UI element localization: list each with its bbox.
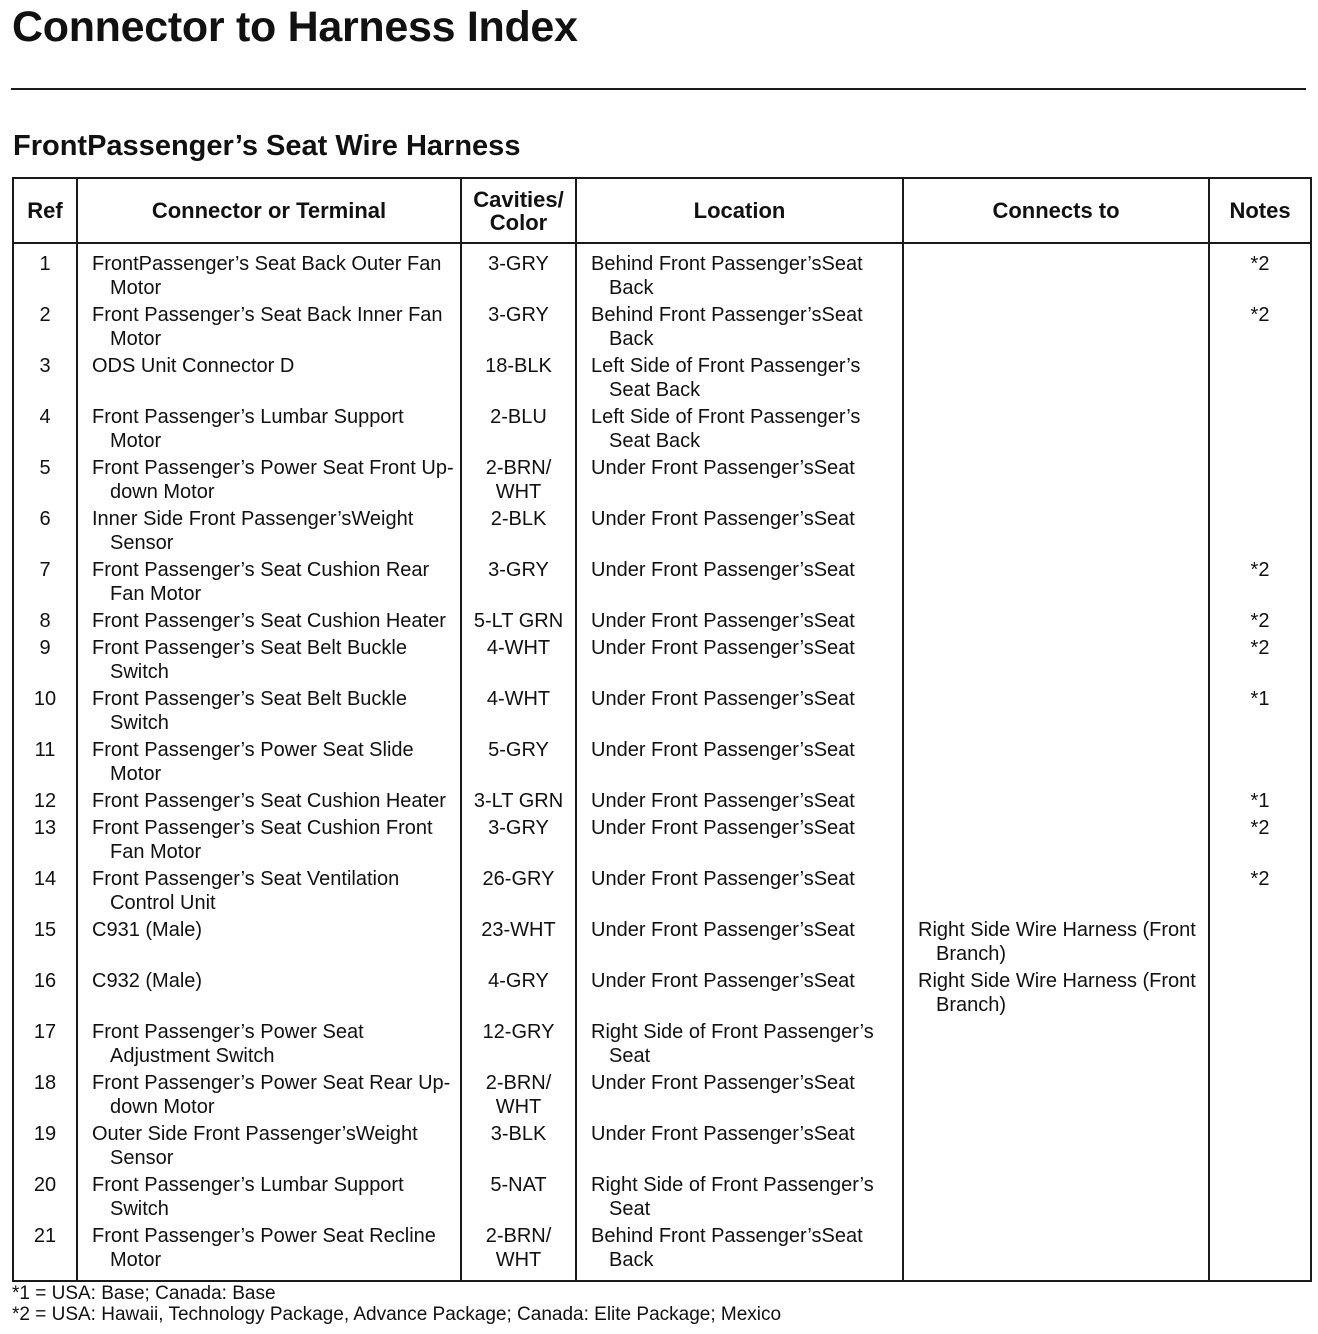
row-location: Under Front Passenger’sSeat	[576, 1070, 903, 1121]
row-cavities: 3-GRY	[461, 557, 576, 608]
row-notes: *1	[1209, 686, 1311, 737]
row-cavities: 4-WHT	[461, 635, 576, 686]
row-connector: Outer Side Front Passenger’sWeight Sensor	[77, 1121, 461, 1172]
title-divider	[11, 88, 1306, 90]
table-row	[13, 866, 1311, 917]
header-connects-to: Connects to	[903, 178, 1209, 243]
row-location: Under Front Passenger’sSeat	[576, 737, 903, 788]
row-notes: *2	[1209, 815, 1311, 866]
row-notes	[1209, 1070, 1311, 1121]
row-ref: 16	[13, 968, 77, 1019]
row-connector: Front Passenger’s Power Seat Adjustment Switch	[77, 1019, 461, 1070]
table-header-row	[13, 178, 1311, 243]
table-row	[13, 635, 1311, 686]
table-row	[13, 557, 1311, 608]
row-ref: 4	[13, 404, 77, 455]
connector-index-table	[12, 177, 1312, 1282]
row-location: Under Front Passenger’sSeat	[576, 1121, 903, 1172]
table-row	[13, 1019, 1311, 1070]
row-ref: 19	[13, 1121, 77, 1172]
row-notes: *2	[1209, 635, 1311, 686]
table-row	[13, 815, 1311, 866]
row-connector: Front Passenger’s Power Seat Recline Motor	[77, 1223, 461, 1281]
row-connects-to	[903, 635, 1209, 686]
row-notes: *2	[1209, 243, 1311, 302]
header-notes: Notes	[1209, 178, 1311, 243]
row-location: Under Front Passenger’sSeat	[576, 866, 903, 917]
footnotes	[12, 1283, 781, 1325]
row-cavities: 18-BLK	[461, 353, 576, 404]
table-row	[13, 353, 1311, 404]
row-location: Under Front Passenger’sSeat	[576, 608, 903, 635]
row-ref: 15	[13, 917, 77, 968]
row-notes	[1209, 968, 1311, 1019]
row-ref: 12	[13, 788, 77, 815]
row-connects-to	[903, 788, 1209, 815]
row-cavities: 2-BRN/ WHT	[461, 1070, 576, 1121]
row-notes	[1209, 353, 1311, 404]
row-connector: Front Passenger’s Lumbar Support Motor	[77, 404, 461, 455]
row-location: Behind Front Passenger’sSeat Back	[576, 1223, 903, 1281]
table-row	[13, 968, 1311, 1019]
row-connects-to	[903, 686, 1209, 737]
table-row	[13, 788, 1311, 815]
row-connects-to	[903, 353, 1209, 404]
row-cavities: 5-GRY	[461, 737, 576, 788]
table-row	[13, 404, 1311, 455]
row-connector: Front Passenger’s Power Seat Rear Up-down Motor	[77, 1070, 461, 1121]
table-row	[13, 1121, 1311, 1172]
table-row	[13, 506, 1311, 557]
row-notes: *2	[1209, 866, 1311, 917]
row-connects-to: Right Side Wire Harness (Front Branch)	[903, 917, 1209, 968]
row-connects-to	[903, 1019, 1209, 1070]
row-ref: 1	[13, 243, 77, 302]
row-notes	[1209, 1121, 1311, 1172]
row-connects-to	[903, 455, 1209, 506]
row-connector: FrontPassenger’s Seat Back Outer Fan Motor	[77, 243, 461, 302]
row-ref: 18	[13, 1070, 77, 1121]
row-cavities: 5-NAT	[461, 1172, 576, 1223]
row-connector: ODS Unit Connector D	[77, 353, 461, 404]
row-location: Under Front Passenger’sSeat	[576, 506, 903, 557]
row-cavities: 2-BLK	[461, 506, 576, 557]
row-cavities: 3-GRY	[461, 243, 576, 302]
row-connector: Front Passenger’s Seat Ventilation Control Unit	[77, 866, 461, 917]
row-cavities: 2-BRN/ WHT	[461, 455, 576, 506]
row-location: Left Side of Front Passenger’s Seat Back	[576, 353, 903, 404]
table-row	[13, 243, 1311, 302]
row-location: Under Front Passenger’sSeat	[576, 557, 903, 608]
row-location: Under Front Passenger’sSeat	[576, 968, 903, 1019]
row-connector: C932 (Male)	[77, 968, 461, 1019]
row-connects-to	[903, 866, 1209, 917]
row-cavities: 4-GRY	[461, 968, 576, 1019]
row-connects-to	[903, 1070, 1209, 1121]
table-row	[13, 302, 1311, 353]
table-row	[13, 686, 1311, 737]
row-cavities: 26-GRY	[461, 866, 576, 917]
row-notes: *2	[1209, 302, 1311, 353]
row-location: Right Side of Front Passenger’s Seat	[576, 1019, 903, 1070]
row-connects-to	[903, 557, 1209, 608]
table-row	[13, 1223, 1311, 1281]
page-title: Connector to Harness Index	[12, 3, 578, 51]
row-cavities: 2-BRN/ WHT	[461, 1223, 576, 1281]
row-connector: C931 (Male)	[77, 917, 461, 968]
row-connector: Front Passenger’s Seat Cushion Rear Fan Motor	[77, 557, 461, 608]
row-ref: 20	[13, 1172, 77, 1223]
header-location: Location	[576, 178, 903, 243]
row-connects-to: Right Side Wire Harness (Front Branch)	[903, 968, 1209, 1019]
row-connects-to	[903, 404, 1209, 455]
row-location: Under Front Passenger’sSeat	[576, 635, 903, 686]
row-connector: Front Passenger’s Seat Cushion Heater	[77, 608, 461, 635]
row-cavities: 3-BLK	[461, 1121, 576, 1172]
row-ref: 14	[13, 866, 77, 917]
row-notes	[1209, 404, 1311, 455]
row-cavities: 3-GRY	[461, 815, 576, 866]
header-ref: Ref	[13, 178, 77, 243]
footnote-1: *1 = USA: Base; Canada: Base	[12, 1283, 276, 1304]
row-ref: 7	[13, 557, 77, 608]
row-notes	[1209, 506, 1311, 557]
table-row	[13, 737, 1311, 788]
row-ref: 10	[13, 686, 77, 737]
row-location: Right Side of Front Passenger’s Seat	[576, 1172, 903, 1223]
row-connector: Front Passenger’s Power Seat Slide Motor	[77, 737, 461, 788]
row-location: Under Front Passenger’sSeat	[576, 455, 903, 506]
row-notes: *2	[1209, 608, 1311, 635]
row-ref: 3	[13, 353, 77, 404]
row-cavities: 3-GRY	[461, 302, 576, 353]
row-connects-to	[903, 1223, 1209, 1281]
table-row	[13, 608, 1311, 635]
header-cavities	[461, 178, 576, 243]
row-ref: 2	[13, 302, 77, 353]
row-connects-to	[903, 1172, 1209, 1223]
row-connects-to	[903, 608, 1209, 635]
row-connector: Front Passenger’s Power Seat Front Up-down Motor	[77, 455, 461, 506]
row-notes: *1	[1209, 788, 1311, 815]
footnote-2: *2 = USA: Hawaii, Technology Package, Advance Package; Canada: Elite Package; Mexico	[12, 1304, 782, 1325]
row-connector: Front Passenger’s Seat Back Inner Fan Motor	[77, 302, 461, 353]
row-notes	[1209, 455, 1311, 506]
row-cavities: 2-BLU	[461, 404, 576, 455]
row-location: Under Front Passenger’sSeat	[576, 815, 903, 866]
row-notes: *2	[1209, 557, 1311, 608]
row-ref: 17	[13, 1019, 77, 1070]
row-ref: 9	[13, 635, 77, 686]
row-connects-to	[903, 243, 1209, 302]
row-location: Under Front Passenger’sSeat	[576, 788, 903, 815]
row-ref: 21	[13, 1223, 77, 1281]
row-ref: 8	[13, 608, 77, 635]
row-cavities: 3-LT GRN	[461, 788, 576, 815]
header-connector: Connector or Terminal	[77, 178, 461, 243]
row-connects-to	[903, 1121, 1209, 1172]
row-cavities: 4-WHT	[461, 686, 576, 737]
row-cavities: 5-LT GRN	[461, 608, 576, 635]
row-cavities: 12-GRY	[461, 1019, 576, 1070]
row-location: Behind Front Passenger’sSeat Back	[576, 243, 903, 302]
row-connector: Inner Side Front Passenger’sWeight Sensor	[77, 506, 461, 557]
table-row	[13, 1172, 1311, 1223]
row-connector: Front Passenger’s Seat Cushion Front Fan Motor	[77, 815, 461, 866]
row-notes	[1209, 1172, 1311, 1223]
row-location: Under Front Passenger’sSeat	[576, 917, 903, 968]
row-notes	[1209, 1223, 1311, 1281]
row-location: Left Side of Front Passenger’s Seat Back	[576, 404, 903, 455]
row-connects-to	[903, 815, 1209, 866]
row-connects-to	[903, 737, 1209, 788]
row-connects-to	[903, 302, 1209, 353]
table-row	[13, 455, 1311, 506]
row-location: Behind Front Passenger’sSeat Back	[576, 302, 903, 353]
header-cavities-line2: Color	[489, 209, 548, 235]
row-ref: 6	[13, 506, 77, 557]
row-connector: Front Passenger’s Lumbar Support Switch	[77, 1172, 461, 1223]
row-notes	[1209, 1019, 1311, 1070]
section-title: FrontPassenger’s Seat Wire Harness	[13, 130, 521, 162]
row-connector: Front Passenger’s Seat Belt Buckle Switch	[77, 635, 461, 686]
row-connector: Front Passenger’s Seat Belt Buckle Switch	[77, 686, 461, 737]
row-ref: 11	[13, 737, 77, 788]
row-location: Under Front Passenger’sSeat	[576, 686, 903, 737]
row-notes	[1209, 737, 1311, 788]
row-ref: 13	[13, 815, 77, 866]
header-cavities-line1: Cavities/	[473, 186, 564, 212]
row-connector: Front Passenger’s Seat Cushion Heater	[77, 788, 461, 815]
row-ref: 5	[13, 455, 77, 506]
table-row	[13, 1070, 1311, 1121]
table-row	[13, 917, 1311, 968]
row-cavities: 23-WHT	[461, 917, 576, 968]
row-connects-to	[903, 506, 1209, 557]
row-notes	[1209, 917, 1311, 968]
